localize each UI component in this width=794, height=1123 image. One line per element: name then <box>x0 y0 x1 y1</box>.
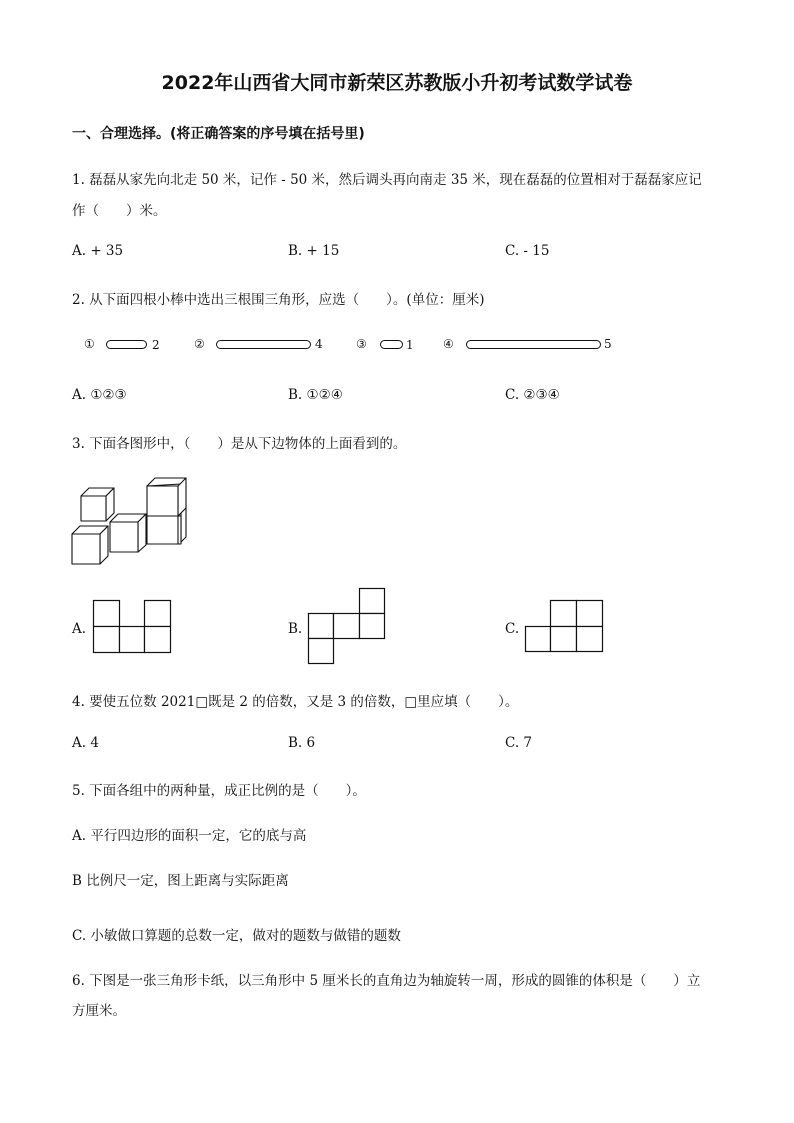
question-6-line-1: 6. 下图是一张三角形卡纸，以三角形中 5 厘米长的直角边为轴旋转一周，形成的圆锥的体积是（ ）立 <box>72 973 701 989</box>
q3-option-a-figure <box>93 600 173 654</box>
stick-2 <box>216 340 312 350</box>
question-4: 4. 要使五位数 2021□既是 2 的倍数，又是 3 的倍数，□里应填（ ）。 <box>72 694 519 710</box>
cube-solid-figure <box>70 476 190 568</box>
stick-4-length: 5 <box>604 337 612 351</box>
q5-option-b: B 比例尺一定，图上距离与实际距离 <box>72 873 289 889</box>
question-6-line-2: 方厘米。 <box>72 1003 126 1019</box>
q5-option-c: C. 小敏做口算题的总数一定，做对的题数与做错的题数 <box>72 928 401 944</box>
q4-option-b: B. 6 <box>288 735 316 751</box>
q3-option-c-figure <box>525 600 605 654</box>
q3-option-a-label: A. <box>72 621 87 637</box>
stick-3-length: 1 <box>406 338 414 352</box>
q3-option-c-label: C. <box>505 621 520 637</box>
stick-4 <box>466 340 602 350</box>
q2-option-a: A. ①②③ <box>72 387 127 403</box>
q2-option-b: B. ①②④ <box>288 387 343 403</box>
stick-3 <box>380 340 404 350</box>
question-3: 3. 下面各图形中，（ ）是从下边物体的上面看到的。 <box>72 436 407 452</box>
q3-option-b-figure <box>308 588 388 668</box>
stick-1 <box>106 340 148 350</box>
q4-option-c: C. 7 <box>505 735 533 751</box>
q4-option-a: A. 4 <box>72 735 99 751</box>
q1-option-c: C. - 15 <box>505 243 550 259</box>
page-title: 2022年山西省大同市新荣区苏教版小升初考试数学试卷 <box>161 72 633 94</box>
question-2: 2. 从下面四根小棒中选出三根围三角形，应选（ ）。(单位：厘米) <box>72 292 485 308</box>
stick-3-mark: ③ <box>356 337 367 351</box>
question-1-line-2: 作（ ）米。 <box>72 203 167 219</box>
q1-option-a: A. + 35 <box>72 243 124 259</box>
q2-option-c: C. ②③④ <box>505 387 560 403</box>
stick-1-length: 2 <box>152 338 160 352</box>
stick-2-length: 4 <box>315 337 323 351</box>
question-5: 5. 下面各组中的两种量，成正比例的是（ ）。 <box>72 783 366 799</box>
q5-option-a: A. 平行四边形的面积一定，它的底与高 <box>72 828 307 844</box>
stick-4-mark: ④ <box>443 337 454 351</box>
q1-option-b: B. + 15 <box>288 243 340 259</box>
stick-1-mark: ① <box>84 337 95 351</box>
question-1-line-1: 1. 磊磊从家先向北走 50 米，记作 - 50 米，然后调头再向南走 35 米，现在磊磊的位置相对于磊磊家应记 <box>72 172 702 188</box>
stick-2-mark: ② <box>194 337 205 351</box>
q3-option-b-label: B. <box>288 621 303 637</box>
section-heading: 一、合理选择。(将正确答案的序号填在括号里) <box>72 126 365 142</box>
